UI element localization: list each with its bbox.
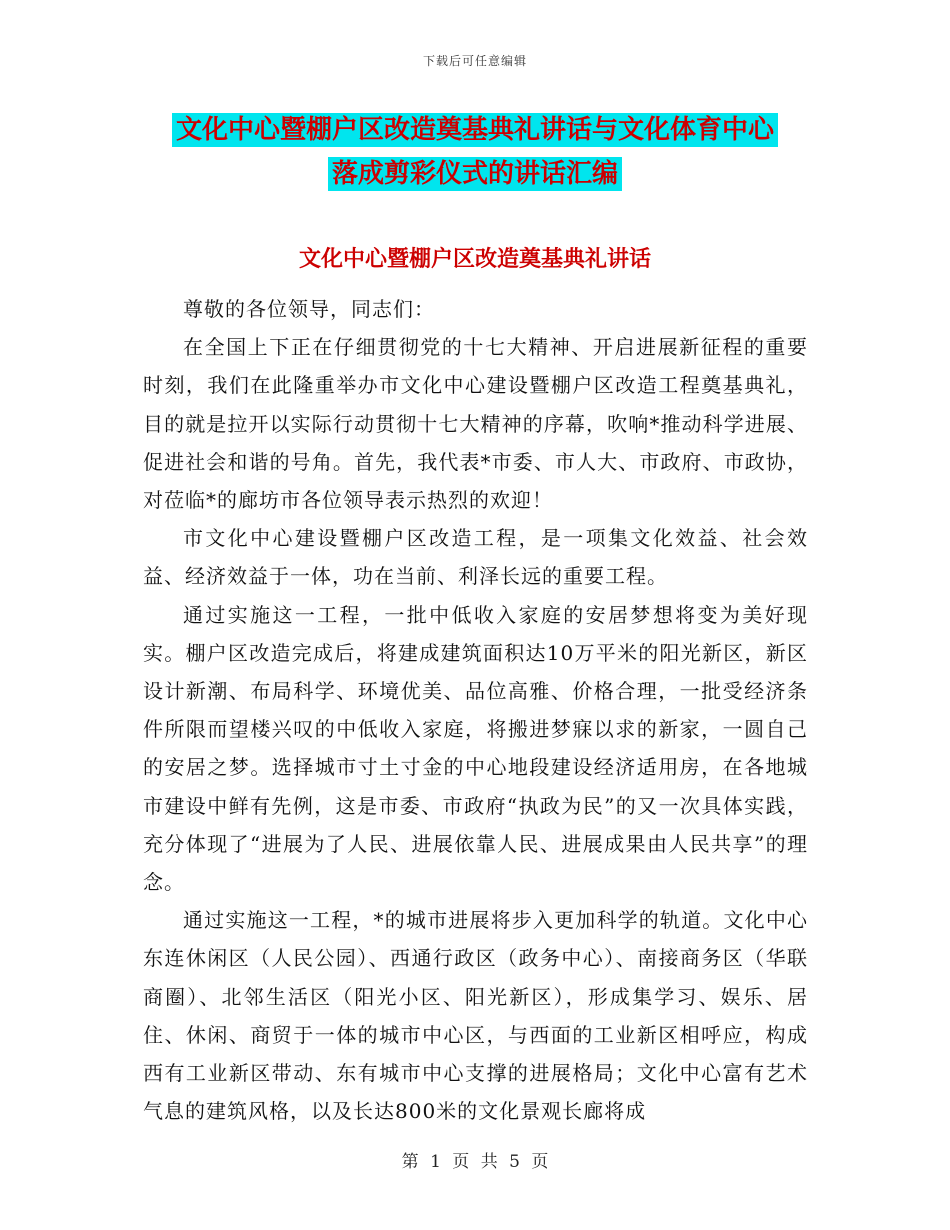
salutation-paragraph: 尊敬的各位领导，同志们：	[183, 297, 435, 321]
document-body	[143, 290, 808, 1130]
body-paragraph: 在全国上下正在仔细贯彻党的十七大精神、开启进展新征程的重要时刻，我们在此隆重举办市文化中心建设暨棚户区改造工程奠基典礼，目的就是拉开以实际行动贯彻十七大精神的序幕，吹响*推动科学进展、促进社会和谐的号角。首先，我代表*市委、市人大、市政府、市政协，对莅临*的廊坊市各位领导表示热烈的欢迎！	[143, 335, 808, 513]
title-line-1-text: 文化中心暨棚户区改造奠基典礼讲话与文化体育中心	[172, 113, 778, 147]
section-title: 文化中心暨棚户区改造奠基典礼讲话	[298, 246, 651, 272]
document-title-line-2	[0, 154, 950, 194]
body-paragraph: 通过实施这一工程，*的城市进展将步入更加科学的轨道。文化中心东连休闲区（人民公园）、西通行政区（政务中心）、南接商务区（华联商圈）、北邻生活区（阳光小区、阳光新区），形成集学习、娱乐、居住、休闲、商贸于一体的城市中心区，与西面的工业新区相呼应，构成西有工业新区带动、东有城市中心支撑的进展格局；文化中心富有艺术气息的建筑风格，以及长达800米的文化景观长廊将成	[143, 908, 808, 1124]
document-title-line-1	[0, 110, 950, 150]
body-paragraph: 市文化中心建设暨棚户区改造工程，是一项集文化效益、社会效益、经济效益于一体，功在当前、利泽长远的重要工程。	[143, 526, 808, 589]
page-header-note: 下载后可任意编辑	[422, 54, 527, 68]
title-line-2-text: 落成剪彩仪式的讲话汇编	[328, 157, 622, 191]
page-number-footer: 第 1 页 共 5 页	[401, 1152, 549, 1172]
body-paragraph: 通过实施这一工程，一批中低收入家庭的安居梦想将变为美好现实。棚户区改造完成后，将建成建筑面积达10万平米的阳光新区，新区设计新潮、布局科学、环境优美、品位高雅、价格合理，一批受经济条件所限而望楼兴叹的中低收入家庭，将搬进梦寐以求的新家，一圆自己的安居之梦。选择城市寸土寸金的中心地段建设经济适用房，在各地城市建设中鲜有先例，这是市委、市政府“执政为民”的又一次具体实践，充分体现了“进展为了人民、进展依靠人民、进展成果由人民共享”的理念。	[143, 602, 808, 895]
